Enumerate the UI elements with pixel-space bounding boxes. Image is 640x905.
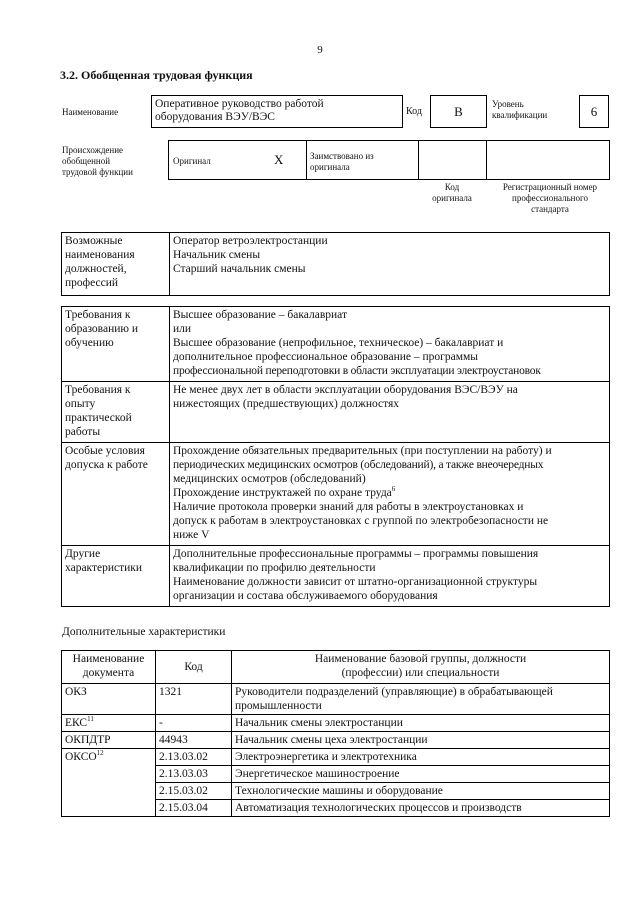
value-line: дополнительное профессиональное образование – программы [173, 351, 478, 363]
footnote-ref: 12 [96, 749, 104, 758]
value-line: профессиональной переподготовки в области эксплуатации электроустановок [173, 365, 541, 377]
caption-line: стандарта [531, 204, 569, 214]
value-line: допуск к работам в электроустановках с группой по электробезопасности не [173, 515, 549, 527]
position-item: Оператор ветроэлектростанции [173, 235, 328, 247]
label-line: Возможные [65, 235, 123, 247]
label-line: Требования к [65, 309, 131, 321]
caption-line: оригинала [432, 193, 472, 203]
origin-label-line: Происхождение [62, 145, 124, 155]
level-label-line: квалификации [492, 110, 548, 120]
table-header-row [62, 651, 610, 684]
value-line: ниже V [173, 529, 210, 541]
value-line: Наименование должности зависит от штатно-организационной структуры [173, 576, 538, 588]
name-cell: Начальник смены электростанции [232, 715, 610, 732]
label-line: характеристики [65, 562, 143, 574]
requirement-value [170, 382, 610, 443]
header-line: документа [82, 667, 135, 679]
table-row [62, 382, 610, 443]
col-header-name [232, 651, 610, 684]
doc-text: ОКСО [65, 751, 97, 763]
code-cell: 2.13.03.02 [156, 749, 232, 766]
origin-box [168, 140, 610, 180]
name-label: Наименование [62, 107, 119, 117]
code-cell: 2.15.03.04 [156, 800, 232, 817]
doc-text: ЕКС [65, 717, 88, 729]
table-row [62, 546, 610, 607]
name-cell: Технологические машины и оборудование [232, 783, 610, 800]
page-number: 9 [317, 44, 323, 56]
requirement-value [170, 546, 610, 607]
original-mark: X [274, 152, 284, 167]
header-line: Наименование базовой группы, должности [314, 653, 527, 665]
requirement-value [170, 443, 610, 546]
value-line: Высшее образование (непрофильное, техническое) – бакалавриат и [173, 337, 504, 349]
label-line: образованию и [65, 323, 138, 335]
value-line: Дополнительные профессиональные программы – программы повышения [173, 548, 539, 560]
caption-line: Регистрационный номер [502, 182, 598, 192]
footnote-ref: 11 [87, 715, 94, 724]
col-header-document [62, 651, 156, 684]
positions-values [170, 233, 610, 296]
label-line: профессий [65, 277, 119, 289]
caption-code-original [418, 182, 486, 204]
requirement-label [62, 307, 170, 382]
borrowed-label-line: Заимствовано из [310, 151, 374, 161]
caption-line: профессионального [512, 193, 588, 203]
doc-cell: ОКЗ [62, 684, 156, 715]
label-line: Особые условия [65, 445, 145, 457]
origin-label [62, 145, 133, 178]
table-row [62, 732, 610, 749]
table-row [62, 715, 610, 732]
value-line: Не менее двух лет в области эксплуатации оборудования ВЭС/ВЭУ на [173, 384, 518, 396]
header-line: Наименование [72, 653, 145, 665]
borrowed-label [310, 151, 374, 173]
code-value: В [430, 95, 487, 128]
requirement-label [62, 443, 170, 546]
name-line: Руководители подразделений (управляющие) в обрабатывающей [235, 686, 553, 698]
value-line [173, 486, 606, 500]
requirement-label [62, 382, 170, 443]
name-cell: Начальник смены цеха электростанции [232, 732, 610, 749]
table-row [62, 233, 610, 296]
name-cell: Электроэнергетика и электротехника [232, 749, 610, 766]
label-line: наименования [65, 249, 135, 261]
requirements-table [61, 306, 610, 607]
code-cell: 2.15.03.02 [156, 783, 232, 800]
value-line: Прохождение обязательных предварительных (при поступлении на работу) и [173, 445, 552, 457]
code-cell: 2.13.03.03 [156, 766, 232, 783]
header-line: (профессии) или специальности [341, 667, 500, 679]
name-line: промышленности [235, 700, 322, 712]
positions-table [61, 232, 610, 296]
origin-divider [306, 140, 307, 180]
value-line: организации и состава обслуживаемого оборудования [173, 590, 438, 602]
code-cell: 44943 [156, 732, 232, 749]
label-line: работы [65, 426, 101, 438]
table-row [62, 443, 610, 546]
col-header-code: Код [156, 651, 232, 684]
level-label [492, 99, 547, 121]
value-line: Наличие протокола проверки знаний для работы в электроустановках и [173, 501, 524, 513]
name-cell: Автоматизация технологических процессов и производств [232, 800, 610, 817]
label-line: опыту [65, 398, 96, 410]
footnote-ref: 6 [391, 485, 396, 494]
caption-reg-number [487, 182, 613, 215]
label-line: практической [65, 412, 132, 424]
doc-cell [62, 715, 156, 732]
label-line: допуска к работе [65, 459, 148, 471]
name-cell: Энергетическое машиностроение [232, 766, 610, 783]
level-label-line: Уровень [492, 99, 524, 109]
table-row [62, 749, 610, 766]
origin-divider [418, 140, 419, 180]
requirement-label [62, 546, 170, 607]
name-value-line: оборудования ВЭУ/ВЭС [155, 111, 275, 123]
origin-label-line: трудовой функции [62, 167, 133, 177]
value-line: медицинских осмотров (обследований) [173, 473, 366, 485]
name-value-box [151, 95, 403, 128]
positions-label [62, 233, 170, 296]
additional-title: Дополнительные характеристики [62, 626, 226, 638]
requirement-value [170, 307, 610, 382]
code-label: Код [406, 106, 422, 117]
table-row [62, 307, 610, 382]
additional-table [61, 650, 610, 817]
value-text: Прохождение инструктажей по охране труда [173, 487, 392, 499]
original-label: Оригинал [173, 156, 211, 166]
label-line: Требования к [65, 384, 131, 396]
value-line: или [173, 323, 192, 335]
section-title: 3.2. Обобщенная трудовая функция [60, 68, 253, 82]
doc-cell [62, 749, 156, 817]
value-line: нижестоящих (предшествующих) должностях [173, 398, 400, 410]
value-line: Высшее образование – бакалавриат [173, 309, 347, 321]
position-item: Старший начальник смены [173, 263, 306, 275]
origin-divider [486, 140, 487, 180]
label-line: должностей, [65, 263, 127, 275]
value-line: периодических медицинских осмотров (обследований), а также внеочередных [173, 459, 544, 471]
doc-cell: ОКПДТР [62, 732, 156, 749]
code-cell: 1321 [156, 684, 232, 715]
code-cell: - [156, 715, 232, 732]
name-value-line: Оперативное руководство работой [155, 98, 324, 110]
label-line: обучению [65, 337, 114, 349]
table-row [62, 684, 610, 715]
label-line: Другие [65, 548, 101, 560]
position-item: Начальник смены [173, 249, 261, 261]
value-line: квалификации по профилю деятельности [173, 562, 376, 574]
level-value: 6 [579, 95, 609, 128]
caption-line: Код [444, 182, 460, 192]
name-cell [232, 684, 610, 715]
origin-label-line: обобщенной [62, 156, 111, 166]
borrowed-label-line: оригинала [310, 162, 350, 172]
